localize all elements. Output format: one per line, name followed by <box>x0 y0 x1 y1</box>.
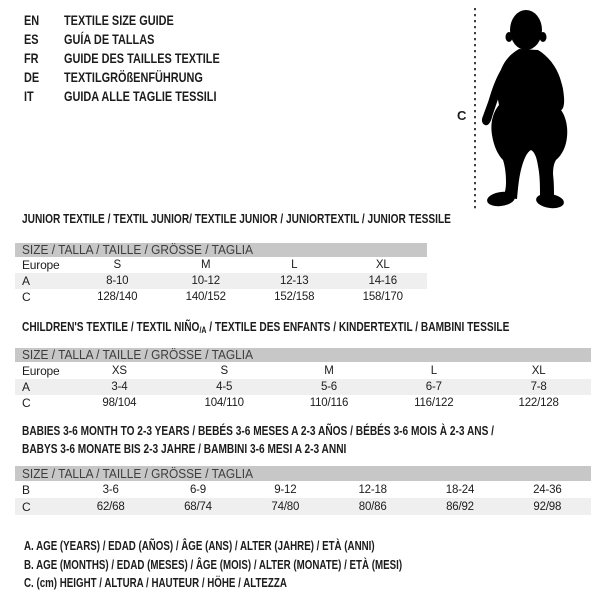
size-header-label: SIZE / TALLA / TAILLE / GRÖSSE / TAGLIA <box>22 466 253 481</box>
age-cell: 12-18 <box>358 483 387 496</box>
row-label: C <box>22 290 31 304</box>
row-label: Europe <box>22 364 60 378</box>
language-code: IT <box>24 88 34 104</box>
language-row <box>24 31 264 50</box>
row-label: A <box>22 380 30 394</box>
junior-size-table <box>15 257 427 305</box>
language-list <box>24 12 264 107</box>
age-cell: 12-13 <box>280 275 309 287</box>
size-cell: XL <box>375 259 390 271</box>
title-text: CHILDREN'S TEXTILE / TEXTIL NIÑO <box>22 319 200 334</box>
size-header-label: SIZE / TALLA / TAILLE / GRÖSSE / TAGLIA <box>22 243 253 257</box>
height-cell: 80/86 <box>358 500 387 513</box>
language-row <box>24 88 264 107</box>
age-cell: 14-16 <box>368 275 397 287</box>
size-cell: M <box>324 365 334 377</box>
height-cell: 128/140 <box>97 291 138 303</box>
age-cell: 6-9 <box>189 483 206 496</box>
babies-size-table <box>15 481 591 515</box>
table-row <box>15 481 591 498</box>
age-cell: 9-12 <box>274 483 297 496</box>
height-cell: 158/170 <box>362 291 403 303</box>
height-cell: 104/110 <box>204 397 244 409</box>
height-cell: 86/92 <box>446 500 474 513</box>
age-cell: 3-4 <box>111 381 128 393</box>
language-code: EN <box>24 12 40 28</box>
language-code: FR <box>24 50 39 66</box>
table-row <box>15 289 427 305</box>
height-marker-label: C <box>457 108 467 123</box>
junior-table-title: JUNIOR TEXTILE / TEXTIL JUNIOR/ TEXTILE JUNIOR / JUNIORTEXTIL / JUNIOR TESSILE <box>22 211 451 226</box>
row-label: C <box>22 499 31 514</box>
footnotes <box>24 537 509 593</box>
language-title: GUÍA DE TALLAS <box>64 31 155 47</box>
language-title: TEXTILE SIZE GUIDE <box>64 12 174 28</box>
age-cell: 7-8 <box>530 381 547 393</box>
babies-table-title-line2: BABYS 3-6 MONATE BIS 2-3 JAHRE / BAMBINI 3-6 MESI A 2-3 ANNI <box>22 441 347 456</box>
language-row <box>24 69 264 88</box>
age-cell: 5-6 <box>320 381 337 393</box>
row-label: Europe <box>22 258 60 272</box>
size-cell: L <box>291 259 298 271</box>
age-cell: 10-12 <box>191 275 220 287</box>
footnote-height: C. (cm) HEIGHT / ALTURA / HAUTEUR / HÖHE / ALTEZZA <box>24 576 287 590</box>
table-row <box>15 273 427 289</box>
size-header-bar <box>15 466 591 481</box>
language-row <box>24 12 264 31</box>
size-cell: XL <box>531 365 546 377</box>
table-row <box>15 363 591 379</box>
size-cell: M <box>201 259 211 271</box>
size-cell: S <box>113 259 121 271</box>
age-cell: 8-10 <box>106 275 129 287</box>
size-cell: XS <box>111 365 127 377</box>
size-header-bar <box>15 348 591 362</box>
row-label: A <box>22 274 30 288</box>
height-cell: 98/104 <box>102 397 137 409</box>
age-cell: 3-6 <box>102 483 119 496</box>
size-header-bar <box>15 243 427 257</box>
childrens-table-title <box>22 320 509 337</box>
height-cell: 92/98 <box>533 500 562 513</box>
title-subscript: /A <box>199 325 207 335</box>
height-cell: 110/116 <box>309 397 349 409</box>
table-row <box>15 379 591 395</box>
title-text: / TEXTILE DES ENFANTS / KINDERTEXTIL / BAMBINI TESSILE <box>206 319 510 334</box>
height-cell: 152/158 <box>274 291 315 303</box>
language-title: TEXTILGRÖßENFÜHRUNG <box>64 69 203 85</box>
language-row <box>24 50 264 69</box>
language-title: GUIDE DES TAILLES TEXTILE <box>64 50 220 66</box>
footnote-age-months: B. AGE (MONTHS) / EDAD (MESES) / ÂGE (MOIS) / ALTER (MONATE) / ETÀ (MESI) <box>24 557 403 572</box>
size-cell: S <box>220 365 228 377</box>
baby-figure <box>440 0 600 220</box>
age-cell: 24-36 <box>533 483 562 496</box>
height-cell: 74/80 <box>271 500 300 513</box>
height-cell: 116/122 <box>414 397 454 409</box>
footnote-age-years: A. AGE (YEARS) / EDAD (AÑOS) / ÂGE (ANS) / ALTER (JAHRE) / ETÀ (ANNI) <box>24 539 375 553</box>
table-row <box>15 498 591 515</box>
language-title: GUIDA ALLE TAGLIE TESSILI <box>64 88 217 104</box>
childrens-size-table <box>15 363 591 411</box>
row-label: B <box>22 482 30 497</box>
size-cell: L <box>430 365 437 377</box>
height-cell: 122/128 <box>518 397 559 409</box>
age-cell: 4-5 <box>216 381 233 393</box>
height-cell: 140/152 <box>185 291 226 303</box>
language-code: DE <box>24 69 40 85</box>
height-cell: 62/68 <box>96 500 125 513</box>
baby-silhouette-icon <box>482 10 567 210</box>
table-row <box>15 257 427 273</box>
row-label: C <box>22 396 31 410</box>
table-row <box>15 395 591 411</box>
age-cell: 18-24 <box>445 483 475 496</box>
language-code: ES <box>24 31 39 47</box>
babies-table-title-line1: BABIES 3-6 MONTH TO 2-3 YEARS / BEBÉS 3-6 MESES A 2-3 AÑOS / BÉBÉS 3-6 MOIS À 2-3 ANS / <box>22 423 494 438</box>
age-cell: 6-7 <box>425 381 442 393</box>
size-header-label: SIZE / TALLA / TAILLE / GRÖSSE / TAGLIA <box>22 348 253 362</box>
height-cell: 68/74 <box>184 500 212 513</box>
